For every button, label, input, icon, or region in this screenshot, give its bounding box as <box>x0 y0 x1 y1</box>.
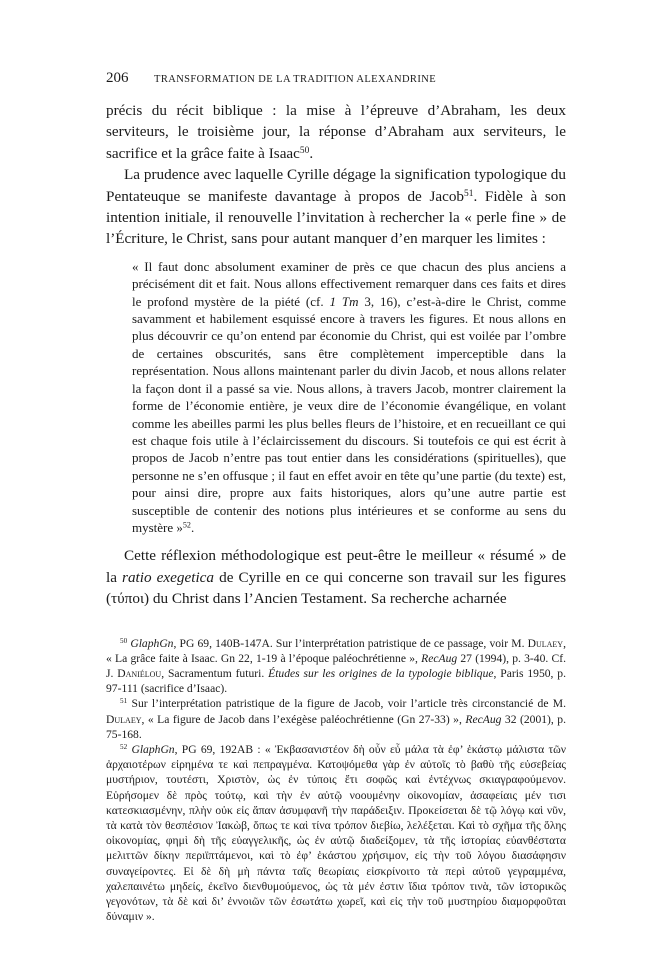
quote-end: . <box>190 519 195 535</box>
fn52-greek-text: , PG 69, 192AB : « Ἐκβασανιστέον δὴ οὖν εὖ μάλα τὰ ἐφ’ ἑκάστῳ μάλιστα τῶν ἀρχαιοτέρων εἰρημένα τε καὶ πεπραγμένα. Κατοψόμεθα γὰρ ἐν αὐτοῖς τὸ βαθὺ τῆς εὐσεβείας μυστήριον, τουτέστι, Χριστὸν, ὡς ἐν τύποις ἔτι σοφῶς καὶ ἐντέχνως σκιαγραφούμενον. Εὑρήσομεν δὲ πρὸς τούτῳ, καὶ τὴν ἐν αὐτῷ νοουμένην οἰκονομίαν, ἀσαφείαις μέν τισι κατεσκιασμένην, πλὴν οὐκ εἰς ἅπαν ἀσυμφανῆ τὴν παράδειξιν. Προκείσεται δὲ τῷ λόγῳ καὶ νῦν, τὰ κατὰ τὸν θεσπέσιον Ἰακὼβ, ὅπως τε καὶ τίνα τρόπον διεβίω, λελέξεται. Καὶ τὸ σχῆμα τῆς ὅλης οἰκονομίας, φημὶ δὴ τῆς εὐαγγελικῆς, ὡς ἐν αὐτῷ διαδείξομεν, τὰ τῆς ἱστορίας εὐανθέστατα μελιττῶν δίκην περιϊπτάμενοι, καὶ τὸ ἐφ’ ἑκάστου χρήσιμον, εἰς τὴν τοῦ λόγου διασάφησιν συναγείροντες. Εἰ δὲ δὴ μὴ πάντα ταῖς θεωρίαις εἰσκρίνοιτο τὰ περὶ αὐτοῦ γεγραμμένα, χαλεπαινέτω μηδείς, ἐκεῖνο διενθυμούμενος, ὡς τὰ μέν ἐστιν ἴδια τρόπον τινὰ, τῶν ἱστορικῶς γεγονότων, τὰ δὲ καὶ δι’ ἐννοιῶν τῶν ἐσωτάτω χωρεῖ, καὶ εἰς τὴν τοῦ μυστηρίου διαμορφοῦται δύναμιν ». <box>106 742 566 924</box>
paragraph-2-text-a: La prudence avec laquelle Cyrille dégage la signification typologique du Pentateuque se manifeste davantage à propos de Jacob <box>106 166 566 205</box>
footnote-number-50: 50 <box>120 636 128 645</box>
block-quote-text <box>132 258 566 537</box>
footnote-number-52: 52 <box>120 743 128 752</box>
footnote-number-51: 51 <box>120 697 128 706</box>
fn51-text-e: 32 (2001), p. 75-168. <box>106 712 566 741</box>
quote-text-a: « Il faut donc absolument examiner de près ce que chacun des plus anciens a précisément dit et fait. Nous allons effectivement remarquer dans ces faits et dires le profond mystère de la piété (cf. <box>132 258 566 309</box>
fn50-work: GlaphGn <box>130 636 174 650</box>
footnote-51 <box>106 696 566 742</box>
fn50-text-f: 27 (1994), p. 3-40. Cf. J. <box>106 651 566 680</box>
fn50-author-danielou: Daniélou <box>117 666 162 680</box>
running-title: TRANSFORMATION DE LA TRADITION ALEXANDRINE <box>154 74 437 85</box>
page-number: 206 <box>106 70 129 86</box>
quote-text-b: 3, 16), c’est-à-dire le Christ, comme savamment et habilement esquissé encore à travers les figures. Et nous allons en plus découvrir ce qu’on entend par économie du Christ, qui est voilée par l’ombre de certaines obscurités, sans être complètement imperceptible dans la représentation. Nous allons maintenant parler du divin Jacob, et nous allons relater la façon dont il a passé sa vie. Nous allons, à travers Jacob, montrer clairement la forme de l’économie entière, je veux dire de l’économie évangélique, en volant comme les abeilles parmi les plus belles fleurs de l’histoire, et en recueillant ce qui est chaque fois utile à l’éclaircissement du discours. Si toutefois ce qui est écrit à propos de Jacob n’entre pas tout entier dans les considérations (spirituelles), que personne ne s’en offusque ; il faut en effet avoir en tête qu’une partie (du texte) est, pour ainsi dire, propre aux faits historiques, alors qu’une autre partie est susceptible de contenir des notions plus intérieures et se conforme au sens du mystère » <box>132 293 566 535</box>
paragraph-1-text: précis du récit biblique : la mise à l’épreuve d’Abraham, les deux serviteurs, le troisième jour, la réponse d’Abraham aux serviteurs, le sacrifice et la grâce faite à Isaac <box>106 102 566 162</box>
footnote-ref-50[interactable]: 50 <box>299 145 310 156</box>
paragraph-2-text-b: . Fidèle à son intention initiale, il renouvelle l’invitation à rechercher la « perle fine » de l’Écriture, le Christ, sans pour autant manquer d’en marquer les limites : <box>106 187 566 248</box>
fn51-journal: RecAug <box>465 712 502 726</box>
fn51-text-a: Sur l’interprétation patristique de la figure de Jacob, voir l’article très circonstancié de M. <box>131 697 566 711</box>
quote-ref-book: 1 Tm <box>329 293 359 309</box>
fn50-journal: RecAug <box>421 651 458 665</box>
footnote-52 <box>106 742 566 924</box>
footnote-ref-51[interactable]: 51 <box>464 188 474 199</box>
fn51-author-dulaey: Dulaey <box>106 712 142 726</box>
fn50-text-b: , PG 69, 140B-147A. Sur l’interprétation patristique de ce passage, voir M. <box>173 636 528 650</box>
footnotes <box>106 636 566 925</box>
fn50-book-title: Études sur les origines de la typologie biblique <box>268 666 494 680</box>
paragraph-2 <box>106 164 566 250</box>
block-quote <box>132 258 566 537</box>
fn52-work: GlaphGn <box>131 742 175 756</box>
main-text <box>106 100 566 610</box>
running-header <box>106 70 566 92</box>
paragraph-3-italic: ratio exegetica <box>122 568 215 586</box>
paragraph-1-end: . <box>309 144 314 162</box>
fn50-text-j: , Paris 1950, p. 97-111 (sacrifice d’Isaac). <box>106 666 566 696</box>
fn50-author-dulaey: Dulaey <box>527 636 564 650</box>
paragraph-1 <box>106 100 566 164</box>
paragraph-3-text-b: de Cyrille en ce qui concerne son travail sur les figures (τύποι) du Christ dans l’Ancien Testament. Sa recherche acharnée <box>106 568 566 608</box>
page <box>106 70 566 924</box>
fn50-text-d: , « La grâce faite à Isaac. Gn 22, 1-19 à l’époque paléochrétienne », <box>106 636 566 665</box>
footnote-ref-52[interactable]: 52 <box>182 520 191 530</box>
fn50-text-h: , Sacramentum futuri. <box>161 666 269 680</box>
fn51-text-c: , « La figure de Jacob dans l’exégèse paléochrétienne (Gn 27-33) », <box>141 712 466 726</box>
paragraph-3 <box>106 545 566 609</box>
paragraph-3-text-a: Cette réflexion méthodologique est peut-être le meilleur « résumé » de la <box>106 547 566 586</box>
footnote-50 <box>106 636 566 697</box>
